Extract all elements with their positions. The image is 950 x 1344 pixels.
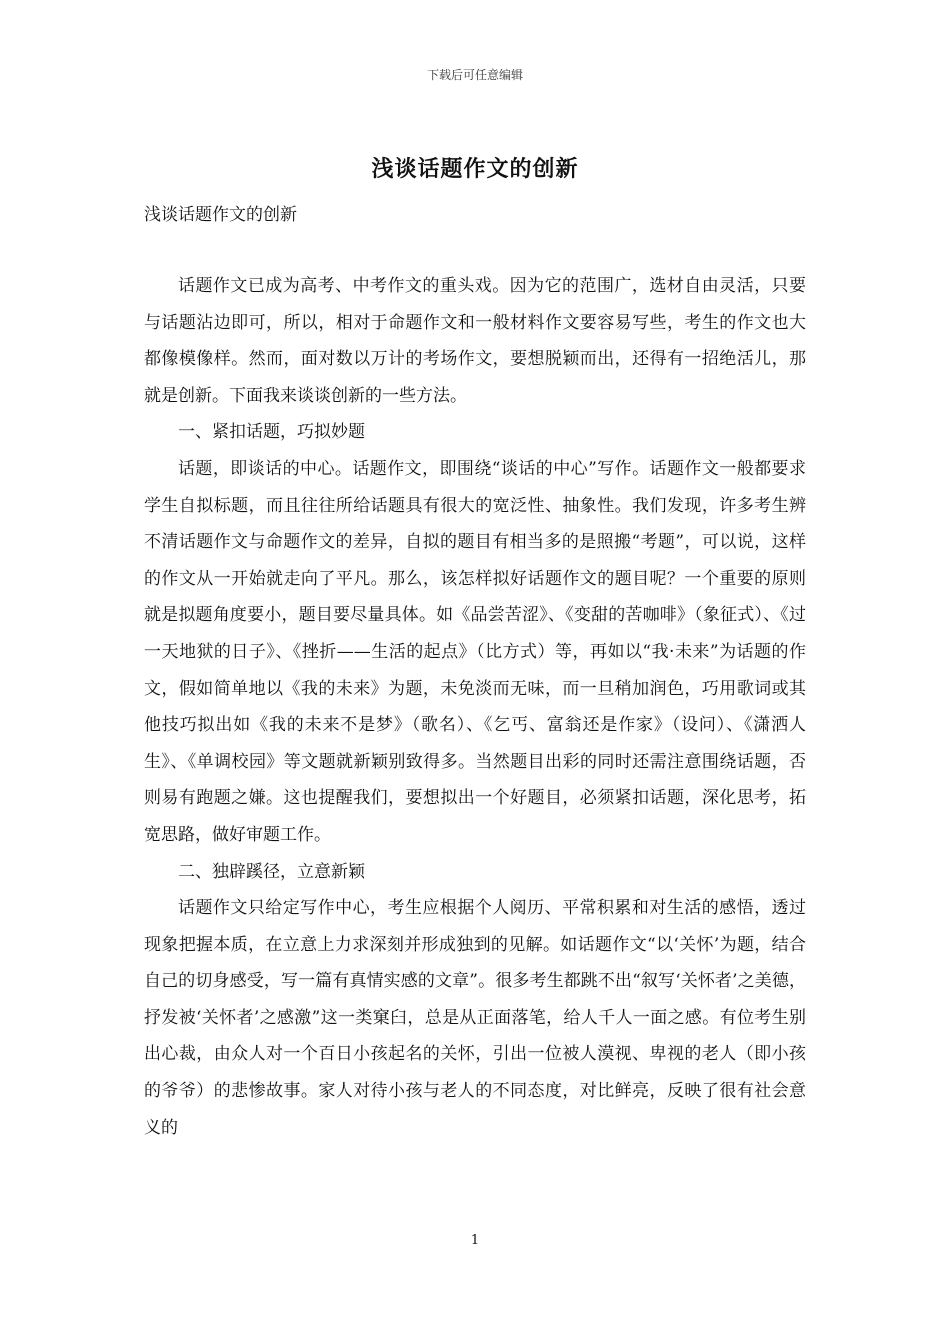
header-note: 下载后可任意编辑 xyxy=(426,68,523,82)
paragraph-section-1: 话题，即谈话的中心。话题作文，即围绕“谈话的中心”写作。话题作文一般都要求学生自拟标题，而且往往所给话题具有很大的宽泛性、抽象性。我们发现，许多考生辨不清话题作文与命题作文的差异，自拟的题目有相当多的是照搬“考题”，可以说，这样的作文从一开始就走向了平凡。那么，该怎样拟好话题作文的题目呢？一个重要的原则就是拟题角度要小，题目要尽量具体。如《品尝苦涩》、《变甜的苦咖啡》（象征式）、《过一天地狱的日子》、《挫折——生活的起点》（比方式）等，再如以“我·未来”为话题的作文，假如简单地以《我的未来》为题，未免淡而无味，而一旦稍加润色，巧用歌词或其他技巧拟出如《我的未来不是梦》（歌名）、《乞丐、富翁还是作家》（设问）、《潇洒人生》、《单调校园》等文题就新颖别致得多。当然题目出彩的同时还需注意围绕话题，否则易有跑题之嫌。这也提醒我们，要想拟出一个好题目，必须紧扣话题，深化思考，拓宽思路，做好审题工作。 xyxy=(144,458,806,845)
section-heading-2: 二、独辟蹊径，立意新颖 xyxy=(178,861,365,882)
document-subtitle: 浅谈话题作文的创新 xyxy=(144,205,297,225)
section-heading-1: 一、紧扣话题，巧拟妙题 xyxy=(178,422,365,443)
paragraph-section-2: 话题作文只给定写作中心，考生应根据个人阅历、平常积累和对生活的感悟，透过现象把握本质，在立意上力求深刻并形成独到的见解。如话题作文“以‘关怀’为题，结合自己的切身感受，写一篇有真情实感的文章”。很多考生都跳不出“叙写‘关怀者’之美德，抒发被‘关怀者’之感激”这一类窠臼，总是从正面落笔，给人千人一面之感。有位考生别出心裁，由众人对一个百日小孩起名的关怀，引出一位被人漠视、卑视的老人（即小孩的爷爷）的悲惨故事。家人对待小孩与老人的不同态度，对比鲜亮，反映了很有社会意义的 xyxy=(144,898,806,1138)
paragraph-intro: 话题作文已成为高考、中考作文的重头戏。因为它的范围广，选材自由灵活，只要与话题沾边即可，所以，相对于命题作文和一般材料作文要容易写些，考生的作文也大都像模像样。然而，面对数以万计的考场作文，要想脱颖而出，还得有一招绝活儿，那就是创新。下面我来谈谈创新的一些方法。 xyxy=(144,276,806,406)
document-title: 浅谈话题作文的创新 xyxy=(371,156,579,182)
page-number: 1 xyxy=(470,1233,480,1248)
document-body xyxy=(144,268,806,1146)
